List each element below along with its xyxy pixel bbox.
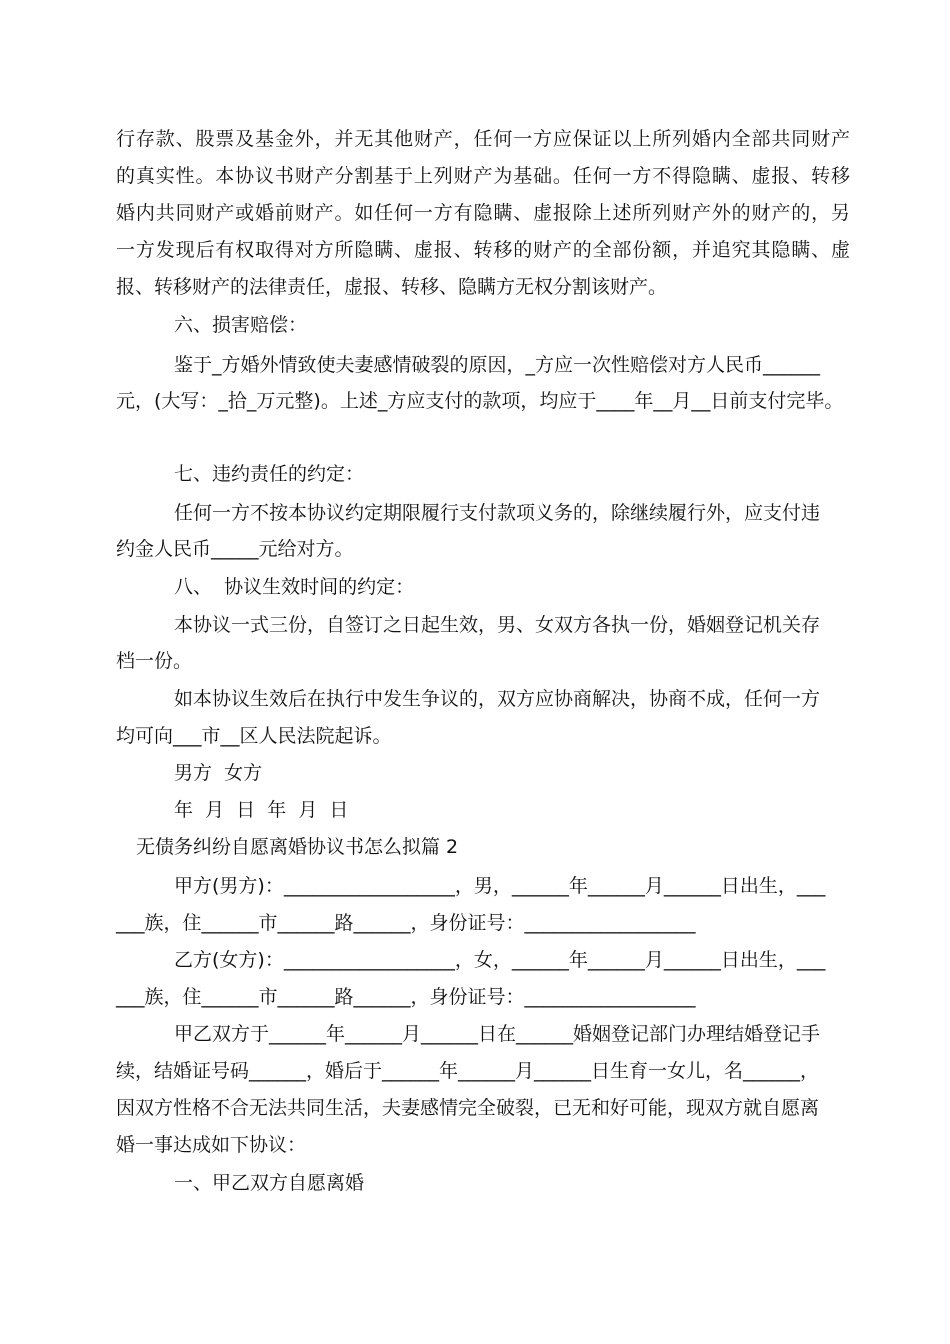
body-line: 因双方性格不合无法共同生活，夫妻感情完全破裂，已无和好可能，现双方就自愿离 <box>116 1097 820 1119</box>
body-line: 档一份。 <box>116 650 193 672</box>
body-line: 的真实性。本协议书财产分割基于上列财产为基础。任何一方不得隐瞒、虚报、转移 <box>116 165 850 187</box>
body-line: 续，结婚证号码______，婚后于______年______月______日生育一女儿，名______， <box>116 1060 820 1082</box>
document-title: 无债务纠纷自愿离婚协议书怎么拟篇 2 <box>136 836 459 858</box>
signature-date-line: 年 月 日 年 月 日 <box>174 799 349 821</box>
section-heading: 八、 协议生效时间的约定： <box>174 576 415 598</box>
party-a-line: ___族，住______市______路______，身份证号：__________________ <box>116 912 696 934</box>
body-line: 婚内共同财产或婚前财产。如任何一方有隐瞒、虚报除上述所列财产外的财产的，另 <box>116 202 850 224</box>
body-line: 如本协议生效后在执行中发生争议的，双方应协商解决，协商不成，任何一方 <box>174 688 821 710</box>
body-line: 本协议一式三份，自签订之日起生效，男、女双方各执一份，婚姻登记机关存 <box>174 614 821 636</box>
body-line: 鉴于_方婚外情致使夫妻感情破裂的原因，_方应一次性赔偿对方人民币______ <box>174 354 821 376</box>
body-line: 婚一事达成如下协议： <box>116 1134 307 1156</box>
party-b-line: ___族，住______市______路______，身份证号：__________________ <box>116 986 696 1008</box>
signature-labels: 男方 女方 <box>174 762 263 784</box>
section-heading: 七、违约责任的约定： <box>174 463 365 485</box>
body-line: 均可向___市__区人民法院起诉。 <box>116 725 392 747</box>
section-heading: 六、损害赔偿： <box>174 314 308 336</box>
body-line: 甲乙双方于______年______月______日在______婚姻登记部门办理结婚登记手 <box>174 1023 821 1045</box>
body-line: 约金人民币_____元给对方。 <box>116 538 354 560</box>
body-line: 行存款、股票及基金外，并无其他财产，任何一方应保证以上所列婚内全部共同财产 <box>116 128 850 150</box>
party-b-line: 乙方(女方)：__________________，女，______年______月______日出生，___ <box>174 949 826 971</box>
body-line: 任何一方不按本协议约定期限履行支付款项义务的，除继续履行外，应支付违 <box>174 502 821 524</box>
body-line: 元，(大写：_拾_万元整)。上述_方应支付的款项，均应于____年__月__日前支付完毕。 <box>116 390 844 412</box>
body-line: 报、转移财产的法律责任，虚报、转移、隐瞒方无权分割该财产。 <box>116 276 668 298</box>
party-a-line: 甲方(男方)：__________________，男，______年______月______日出生，___ <box>174 875 826 897</box>
section-heading: 一、甲乙双方自愿离婚 <box>174 1172 365 1194</box>
body-line: 一方发现后有权取得对方所隐瞒、虚报、转移的财产的全部份额，并追究其隐瞒、虚 <box>116 239 850 261</box>
